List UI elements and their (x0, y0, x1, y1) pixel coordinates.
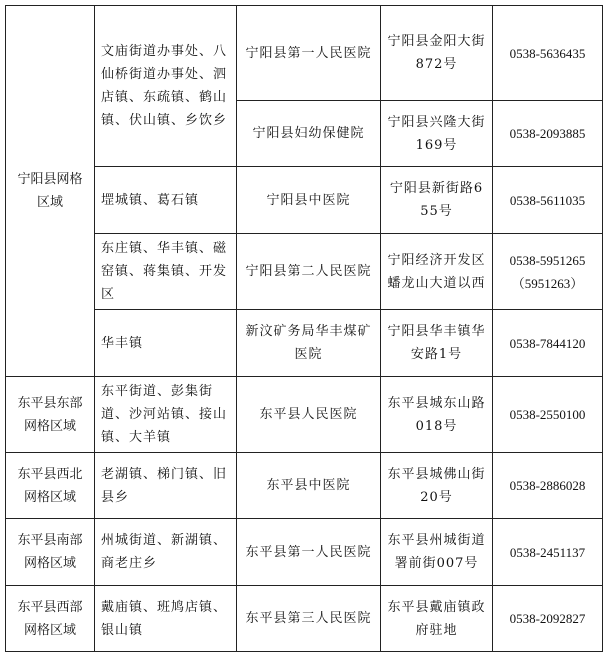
phone-cell: 0538-5636435 (493, 6, 603, 101)
towns-cell: 老湖镇、梯门镇、旧县乡 (95, 453, 237, 519)
region-cell: 东平县东部网格区域 (6, 377, 95, 453)
phone-cell: 0538-2550100 (493, 377, 603, 453)
region-cell: 东平县西部网格区域 (6, 586, 95, 652)
phone-cell: 0538-2451137 (493, 519, 603, 586)
table-row (6, 234, 603, 310)
address-cell: 宁阳县新街路655号 (381, 167, 493, 234)
phone-cell: 0538-2886028 (493, 453, 603, 519)
table-row (6, 586, 603, 652)
towns-cell: 东庄镇、华丰镇、磁窑镇、蒋集镇、开发区 (95, 234, 237, 310)
phone-cell (493, 234, 603, 310)
address-cell: 宁阳县华丰镇华安路1号 (381, 310, 493, 377)
hospital-cell: 东平县第三人民医院 (237, 586, 381, 652)
phone-primary: 0538-5951265 (509, 252, 586, 268)
towns-cell: 堽城镇、葛石镇 (95, 167, 237, 234)
towns-cell: 戴庙镇、班鸠店镇、银山镇 (95, 586, 237, 652)
region-cell: 东平县南部网格区域 (6, 519, 95, 586)
towns-cell: 东平街道、彭集街道、沙河站镇、接山镇、大羊镇 (95, 377, 237, 453)
address-cell: 宁阳县兴隆大街169号 (381, 101, 493, 167)
table-row (6, 6, 603, 101)
hospital-cell: 宁阳县妇幼保健院 (237, 101, 381, 167)
table-row (6, 167, 603, 234)
region-cell: 宁阳县网格区域 (6, 6, 95, 377)
table-row (6, 310, 603, 377)
address-cell: 东平县城佛山街20号 (381, 453, 493, 519)
phone-cell: 0538-2092827 (493, 586, 603, 652)
phone-alternate: （5951263） (511, 275, 584, 291)
phone-cell: 0538-2093885 (493, 101, 603, 167)
table-row (6, 453, 603, 519)
address-cell: 宁阳经济开发区蟠龙山大道以西 (381, 234, 493, 310)
hospital-cell: 宁阳县中医院 (237, 167, 381, 234)
hospital-cell: 东平县人民医院 (237, 377, 381, 453)
address-cell: 宁阳县金阳大街872号 (381, 6, 493, 101)
towns-cell: 文庙街道办事处、八仙桥街道办事处、泗店镇、东疏镇、鹤山镇、伏山镇、乡饮乡 (95, 6, 237, 167)
address-cell: 东平县戴庙镇政府驻地 (381, 586, 493, 652)
hospital-grid-table (5, 5, 603, 652)
hospital-cell: 宁阳县第二人民医院 (237, 234, 381, 310)
table-row (6, 377, 603, 453)
phone-cell: 0538-5611035 (493, 167, 603, 234)
phone-cell: 0538-7844120 (493, 310, 603, 377)
towns-cell: 州城街道、新湖镇、商老庄乡 (95, 519, 237, 586)
address-cell: 东平县城东山路018号 (381, 377, 493, 453)
hospital-cell: 宁阳县第一人民医院 (237, 6, 381, 101)
towns-cell: 华丰镇 (95, 310, 237, 377)
address-cell: 东平县州城街道署前街007号 (381, 519, 493, 586)
hospital-cell: 新汶矿务局华丰煤矿医院 (237, 310, 381, 377)
hospital-cell: 东平县第一人民医院 (237, 519, 381, 586)
region-cell: 东平县西北网格区域 (6, 453, 95, 519)
hospital-cell: 东平县中医院 (237, 453, 381, 519)
table-row (6, 519, 603, 586)
